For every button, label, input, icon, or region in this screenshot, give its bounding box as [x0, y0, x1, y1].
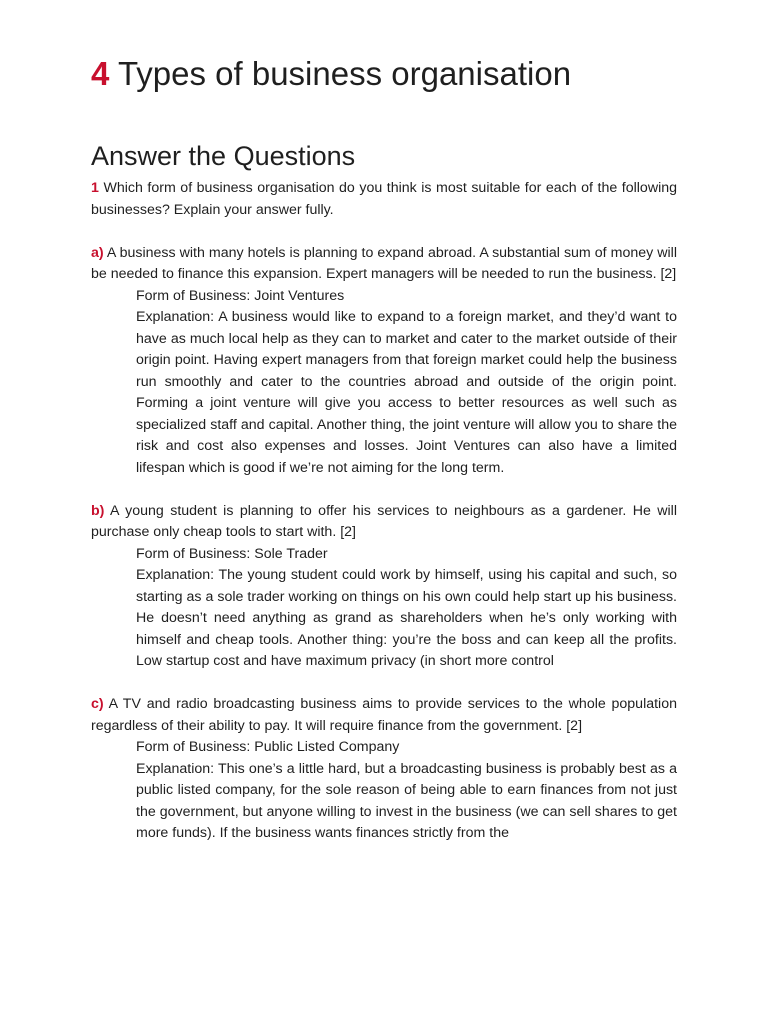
part-b-question [91, 501, 677, 544]
questions-content [91, 178, 677, 845]
part-b-text: A young student is planning to offer his services to neighbours as a gardener. He will purchase only cheap tools to start with. [2] [91, 502, 677, 540]
part-a-label: a) [91, 244, 104, 261]
part-a-question [91, 243, 677, 286]
part-a-explanation: Explanation: A business would like to expand to a foreign market, and they’d want to have as much local help as they can to market and cater to the market outside of their origin point. Having expert managers from that foreign market could help the business run smoothly and cater to the countries abroad and outside of the origin point. Forming a joint venture will give you access to better resources as well such as specialized staff and capital. Another thing, the joint venture will allow you to share the risk and cost also expenses and losses. Joint Ventures can also have a limited lifespan which is good if we’re not aiming for the long term. [136, 309, 677, 476]
part-b-label: b) [91, 502, 105, 519]
part-c-explanation: Explanation: This one’s a little hard, but a broadcasting business is probably best as a public listed company, for the sole reason of being able to earn finances from not just the government, but anyone willing to invest in the business (we can sell shares to get more funds). If the business wants finances strictly from the [136, 760, 677, 841]
part-c-form: Form of Business: Public Listed Company [136, 739, 400, 755]
question-1 [91, 178, 677, 221]
part-a-text: A business with many hotels is planning to expand abroad. A substantial sum of money will be needed to finance this expansion. Expert managers will be needed to run the business. [2] [91, 244, 677, 282]
chapter-number: 4 [91, 55, 110, 92]
part-b-answer [136, 544, 677, 673]
part-a-answer [136, 286, 677, 480]
part-c-text: A TV and radio broadcasting business aims to provide services to the whole population regardless of their ability to pay. It will require finance from the government. [2] [91, 696, 677, 734]
chapter-title [91, 52, 571, 96]
section-title: Answer the Questions [91, 141, 356, 171]
part-c-label: c) [91, 696, 104, 712]
chapter-title-text: Types of business organisation [117, 55, 572, 92]
part-b-explanation: Explanation: The young student could work by himself, using his capital and such, so starting as a sole trader working on things on his own could help start up his business. He doesn’t need anything as grand as shareholders when he’s only working with himself and cheap tools. Another thing: you’re the boss and can keep all the profits. Low startup cost and have maximum privacy (in short more control [136, 567, 677, 669]
part-c-answer [136, 737, 677, 845]
part-a-form: Form of Business: Joint Ventures [136, 287, 345, 304]
question-number: 1 [91, 180, 99, 196]
question-text: Which form of business organisation do you think is most suitable for each of the following businesses? Explain your answer fully. [91, 180, 677, 218]
part-c-question [91, 694, 677, 737]
part-b-form: Form of Business: Sole Trader [136, 545, 328, 562]
